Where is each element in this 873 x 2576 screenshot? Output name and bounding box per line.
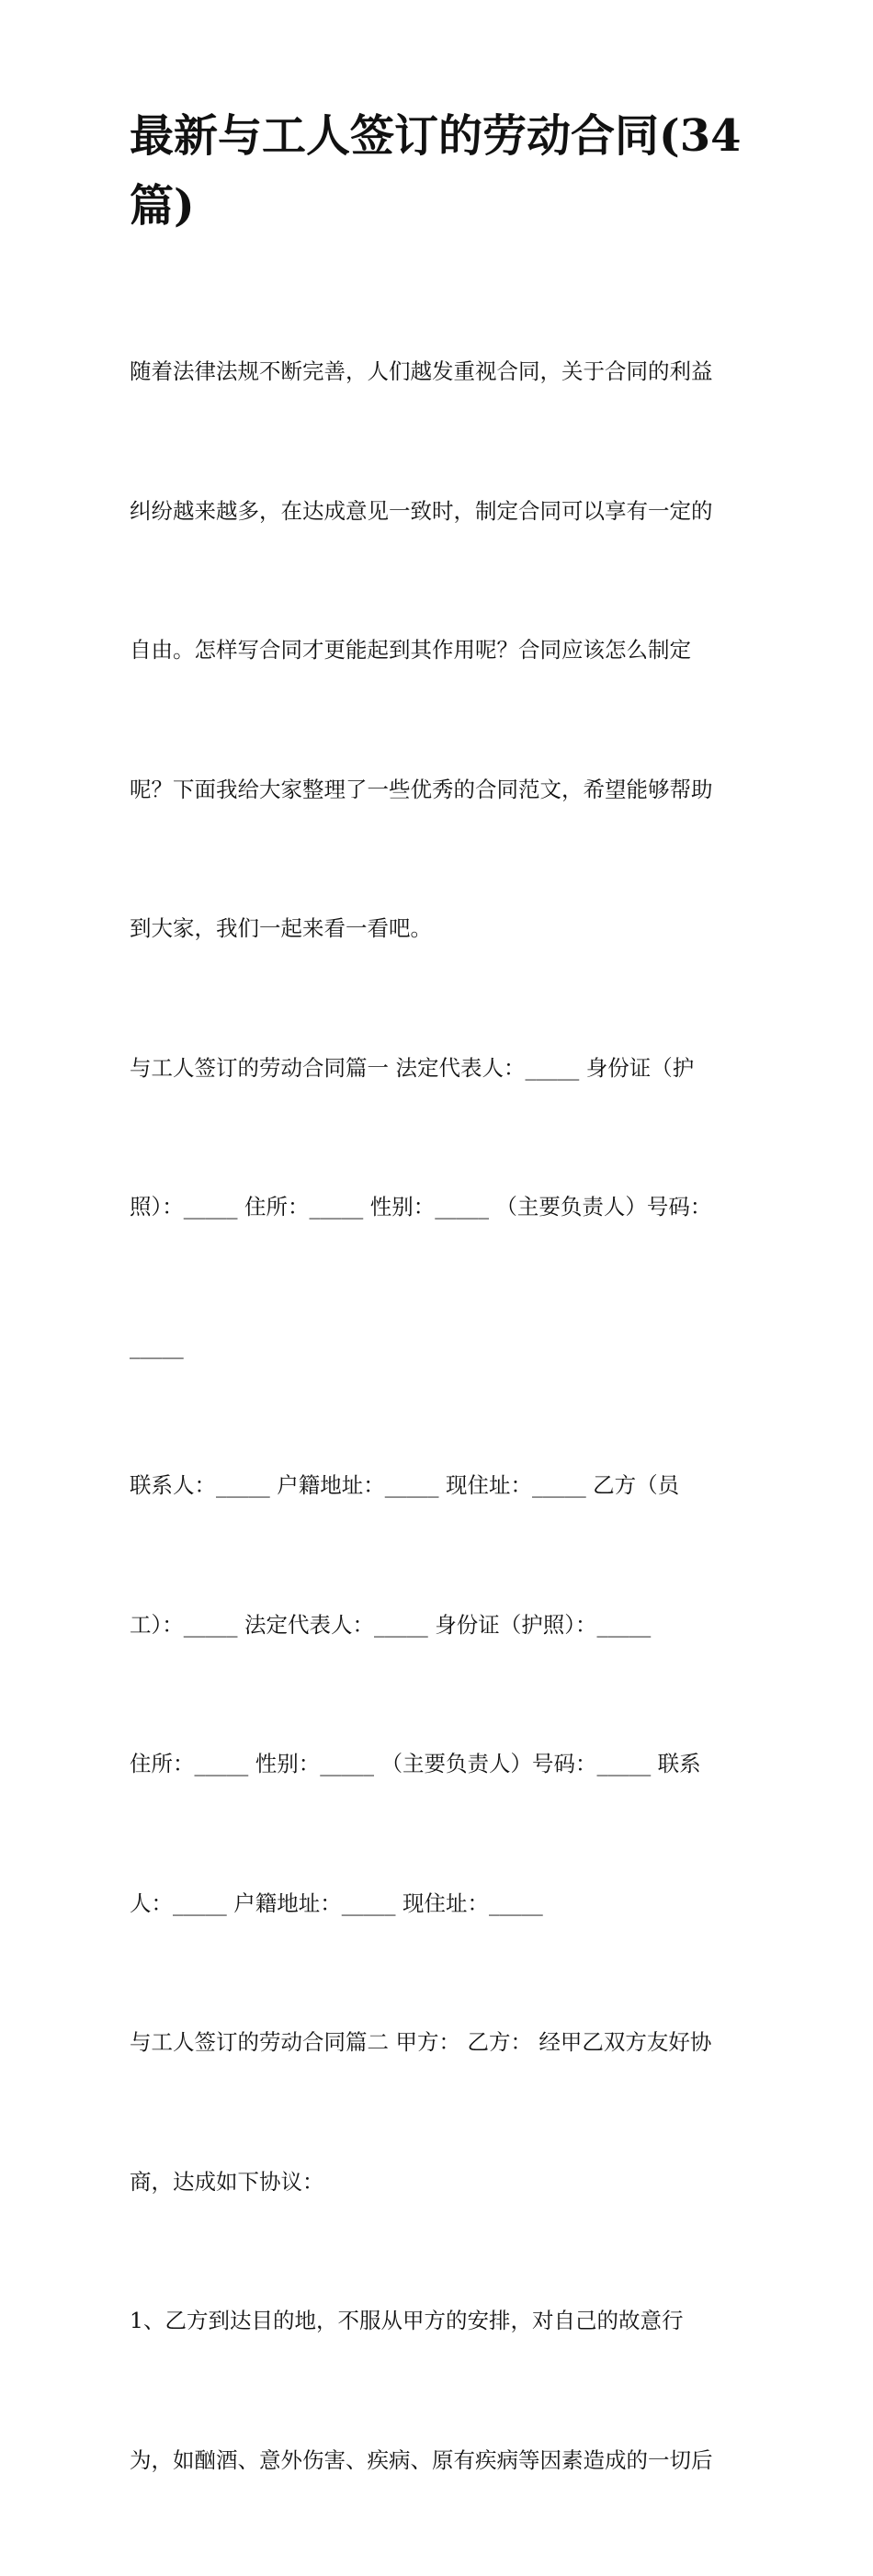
body-line: 照）：_____ 住所：_____ 性别：_____ （主要负责人）号码： <box>130 1194 712 1220</box>
body-line: 自由。怎样写合同才更能起到其作用呢？合同应该怎么制定 <box>130 637 691 663</box>
title-line: 篇) <box>130 180 195 232</box>
body-line: 人：_____ 户籍地址：_____ 现住址：_____ <box>130 1889 543 1916</box>
body-line: 联系人：_____ 户籍地址：_____ 现住址：_____ 乙方（员 <box>130 1472 680 1498</box>
document-body <box>130 255 754 2576</box>
body-line: 纠纷越来越多，在达成意见一致时，制定合同可以享有一定的 <box>130 497 713 524</box>
document-title <box>130 101 754 241</box>
body-line: 为，如酗酒、意外伤害、疾病、原有疾病等因素造成的一切后 <box>130 2446 713 2473</box>
body-line: 工）：_____ 法定代表人：_____ 身份证（护照）：_____ <box>130 1611 652 1638</box>
document-page <box>130 101 754 2576</box>
body-line: 1、乙方到达目的地，不服从甲方的安排，对自己的故意行 <box>130 2308 684 2333</box>
body-line: 随着法律法规不断完善，人们越发重视合同，关于合同的利益 <box>130 358 713 384</box>
body-line: 住所：_____ 性别：_____ （主要负责人）号码：_____ 联系 <box>130 1751 701 1776</box>
body-line: _____ <box>130 1333 184 1359</box>
body-line: 商，达成如下协议： <box>130 2168 324 2195</box>
title-line: 最新与工人签订的劳动合同(34 <box>130 110 742 162</box>
body-line: 呢？下面我给大家整理了一些优秀的合同范文，希望能够帮助 <box>130 776 713 802</box>
body-line: 到大家，我们一起来看一看吧。 <box>130 915 432 941</box>
body-line: 与工人签订的劳动合同篇一 法定代表人：_____ 身份证（护 <box>130 1054 695 1081</box>
body-line: 与工人签订的劳动合同篇二 甲方： 乙方： 经甲乙双方友好协 <box>130 2029 712 2055</box>
